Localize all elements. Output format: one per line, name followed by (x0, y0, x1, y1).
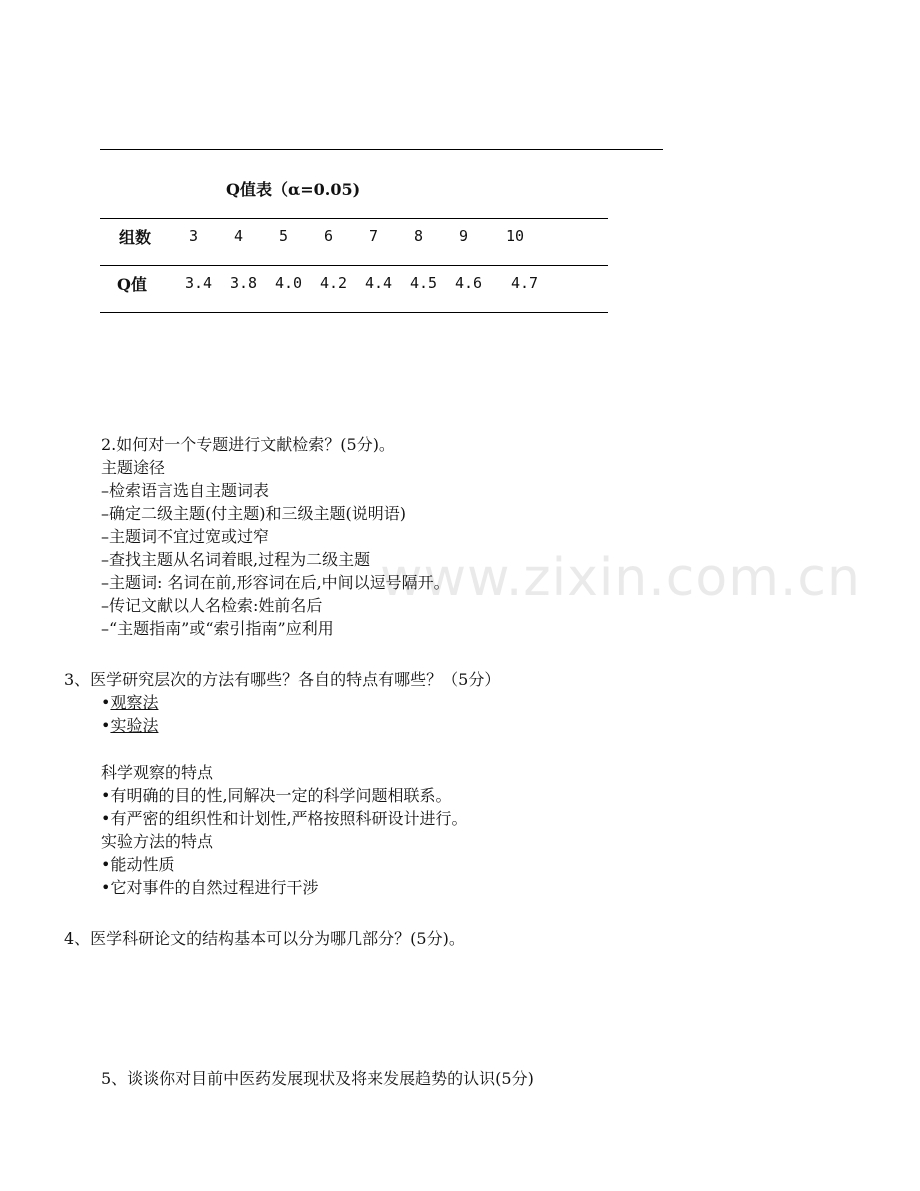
question-2-heading: 2.如何对一个专题进行文献检索？(5分)。 (101, 435, 395, 454)
answer-line: –查找主题从名词着眼,过程为二级主题 (101, 550, 371, 569)
group-cell: 9 (459, 227, 469, 245)
bullet-icon: • (101, 693, 111, 712)
group-cell: 10 (506, 227, 525, 245)
answer-line: –“主题指南”或“索引指南”应利用 (101, 619, 334, 638)
bullet-icon: • (101, 809, 111, 828)
table-rule-top (100, 218, 608, 219)
q-value-cell: 3.4 (185, 274, 213, 292)
q-value-cell: 4.0 (275, 274, 303, 292)
table-rule-middle (100, 265, 608, 266)
item-text: 能动性质 (110, 855, 175, 874)
bullet-icon: • (101, 716, 111, 735)
group-cell: 8 (414, 227, 424, 245)
answer-line: –确定二级主题(付主题)和三级主题(说明语) (101, 504, 406, 523)
q-value-cell: 4.4 (365, 274, 393, 292)
q-value-cell: 4.2 (320, 274, 348, 292)
method-label: 实验法 (110, 716, 159, 735)
question-5-heading: 5、谈谈你对目前中医药发展现状及将来发展趋势的认识(5分) (101, 1069, 534, 1088)
q-value-cell: 4.7 (511, 274, 539, 292)
row-label-q: Q值 (117, 275, 147, 294)
answer-line: –检索语言选自主题词表 (101, 481, 270, 500)
watermark-text: www.zixin.com.cn (380, 548, 861, 608)
observation-item (101, 807, 468, 830)
item-text: 有严密的组织性和计划性,严格按照科研设计进行。 (110, 809, 468, 828)
group-cell: 6 (324, 227, 334, 245)
item-text: 有明确的目的性,同解决一定的科学问题相联系。 (110, 786, 452, 805)
q-value-cell: 3.8 (230, 274, 258, 292)
observation-title: 科学观察的特点 (101, 763, 214, 782)
answer-line: –传记文献以人名检索:姓前名后 (101, 596, 323, 615)
question-4-heading: 4、医学科研论文的结构基本可以分为哪几部分？(5分)。 (64, 929, 465, 948)
bullet-icon: • (101, 855, 111, 874)
row-label-groups: 组数 (119, 228, 152, 247)
item-text: 它对事件的自然过程进行干涉 (110, 878, 319, 897)
table-rule-bottom (100, 312, 608, 313)
top-rule (100, 149, 663, 150)
experiment-title: 实验方法的特点 (101, 832, 214, 851)
method-item (101, 714, 158, 737)
method-item (101, 691, 158, 714)
experiment-item (101, 876, 318, 899)
question-2-block (101, 433, 661, 643)
answer-line: –主题词: 名词在前,形容词在后,中间以逗号隔开。 (101, 573, 450, 592)
q-value-cell: 4.6 (455, 274, 483, 292)
answer-line: –主题词不宜过宽或过窄 (101, 527, 270, 546)
table-title: Q值表（α=0.05) (226, 180, 361, 199)
group-cell: 3 (189, 227, 199, 245)
bullet-icon: • (101, 786, 111, 805)
bullet-icon: • (101, 878, 111, 897)
observation-item (101, 784, 452, 807)
group-cell: 4 (234, 227, 244, 245)
answer-line: 主题途径 (101, 458, 166, 477)
group-cell: 5 (279, 227, 289, 245)
method-label: 观察法 (110, 693, 159, 712)
question-3-block (101, 691, 661, 901)
q-value-cell: 4.5 (410, 274, 438, 292)
group-cell: 7 (369, 227, 379, 245)
question-3-heading: 3、医学研究层次的方法有哪些？各自的特点有哪些？（5分） (64, 670, 501, 689)
experiment-item (101, 853, 174, 876)
